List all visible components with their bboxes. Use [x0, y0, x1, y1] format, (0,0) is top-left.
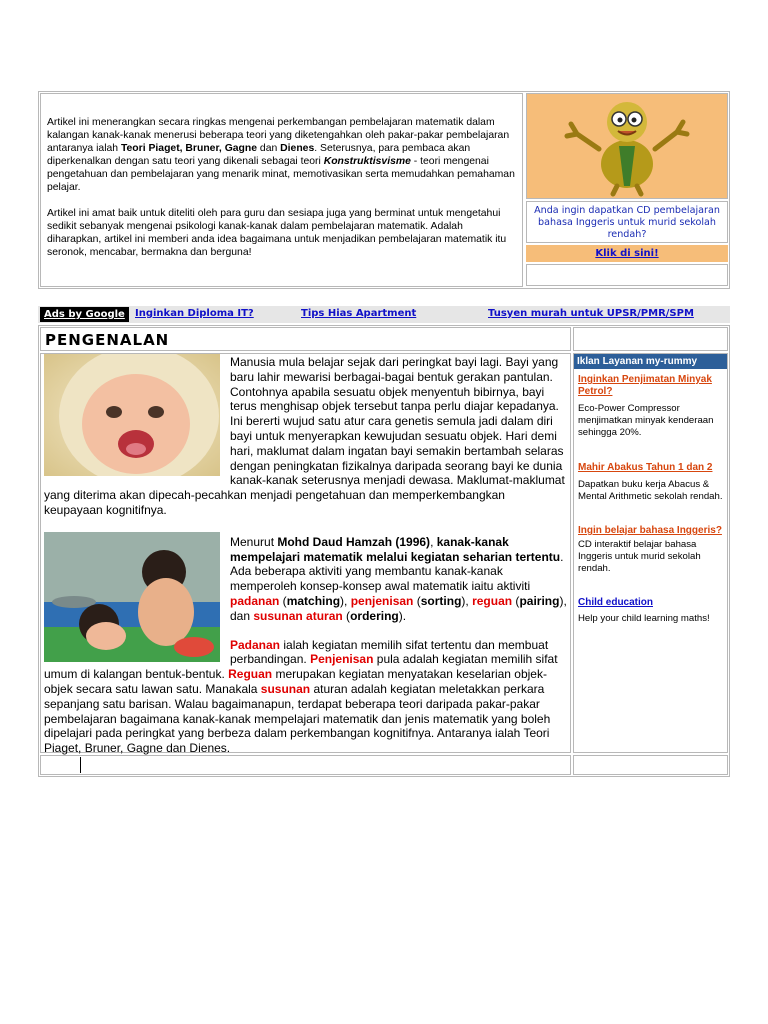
promo-empty-cell: [526, 264, 728, 286]
intro-p1-run: Artikel ini menerangkan secara ringkas mengenai perkembangan pembelajaran matematik dalam kalangan kanak-kanak menerusi beberapa teori yang diketengahkan oleh pakar-pakar pembelajaran antaranya ialah: [47, 117, 510, 154]
sidebar-ad-desc-petrol: Eco-Power Compressor menjimatkan minyak kenderaan sehingga 20%.: [578, 403, 714, 438]
ads-bar: [38, 306, 730, 323]
sidebar-ad-desc-abakus: Dapatkan buku kerja Abacus & Mental Arithmetic sekolah rendah.: [578, 479, 723, 502]
para2-run: (: [413, 593, 421, 608]
para3-run: aturan adalah kegiatan meletakkan perkara sepanjang satu barisan. Walau bagaimanapun, terdapat beberapa teori daripada pakar-pakar pembelajaran bagaimana kanak-kanak mempelajari matematik dan jenis matematik yang boleh dipelajari pada peringkat yang berbeza dalam perkembangan kognitifnya. Antaranya ialah Teori Piaget, Bruner, Gagne dan Dienes.: [44, 681, 551, 756]
para2-run: pairing: [519, 593, 560, 608]
promo-link[interactable]: Klik di sini!: [526, 245, 728, 262]
para2-run: susunan aturan: [253, 608, 343, 623]
para3-run: ialah kegiatan memilih sifat tertentu dan membuat perbandingan.: [230, 637, 549, 667]
paragraph-intro-baby: Manusia mula belajar sejak dari peringkat bayi lagi. Bayi yang baru lahir mewarisi berbagai-bagai bentuk gerakan pantulan. Contohnya apabila sesuatu objek menyentuh bibirnya, bayi terus menghisap objek tersebut tanpa perlu diajar kepadanya. Ini bererti wujud satu atur cara genetis semula jadi dalam diri bayi untuk menyerapkan kewujudan sesuatu objek. Hari demi hari, maklumat dalam ingatan bayi semakin bertambah selaras dengan peningkatan fizikalnya daripada seorang bayi ke dunia kanak-kanak seterusnya menjadi dewasa. Maklumat-maklumat yang diterima akan dipecah-pecahkan menjadi pengetahuan dan memperkembangkan keupayaan kognitifnya.: [44, 355, 565, 517]
sidebar-ad-link-abakus[interactable]: Mahir Abakus Tahun 1 dan 2: [578, 462, 713, 473]
sidebar-ad-link-petrol[interactable]: Inginkan Penjimatan Minyak Petrol?: [578, 374, 712, 397]
para2-run: ordering: [350, 608, 399, 623]
cartoon-mascot-icon: [527, 94, 727, 198]
para2-run: (: [342, 608, 351, 623]
children-photo: [44, 532, 220, 662]
intro-p1-run: Teori Piaget, Bruner, Gagne: [120, 143, 258, 154]
intro-p1-run: Dienes: [280, 143, 315, 154]
para2-run: matching: [286, 593, 341, 608]
sidebar-ad-link-child-education[interactable]: Child education: [578, 597, 653, 608]
para2-run: ).: [398, 608, 407, 623]
sidebar-ad-link-inggeris[interactable]: Ingin belajar bahasa Inggeris?: [578, 525, 722, 536]
intro-p1-run: . Seterusnya, para pembaca akan diperkenalkan dengan satu teori yang dikenali sebagai teori: [47, 143, 471, 167]
para3-run: susunan: [260, 681, 311, 696]
para2-run: ,: [430, 534, 437, 549]
para2-run: sorting: [420, 593, 462, 608]
ads-by-google-label[interactable]: Ads by Google: [40, 307, 129, 322]
para2-run: kanak-kanak mempelajari matematik melalui kegiatan seharian tertentu: [230, 534, 561, 564]
intro-p1-run: - teori mengenai pengetahuan dan pembelajaran yang menarik minat, memotivasikan serta memudahkan pemahaman pelajar.: [47, 156, 515, 193]
para2-run: ), dan: [230, 593, 567, 623]
para2-run: reguan: [472, 593, 513, 608]
para2-run: . Ada beberapa aktiviti yang membantu kanak-kanak memperoleh konsep-konsep awal matematik iaitu aktiviti: [230, 549, 564, 594]
para2-run: Mohd Daud Hamzah (1996): [277, 534, 431, 549]
para2-run: penjenisan: [350, 593, 414, 608]
intro-p1-run: dan: [257, 143, 281, 154]
para3-run: merupakan kegiatan menyatakan keselarian objek-objek secara satu lawan satu. Manakala: [44, 667, 547, 696]
sidebar-title[interactable]: Iklan Layanan my-rummy: [574, 354, 728, 369]
promo-text: Anda ingin dapatkan CD pembelajaran bahasa Inggeris untuk murid sekolah rendah?: [526, 201, 728, 243]
sidebar-header-cell: [573, 327, 728, 351]
ad-link-tusyen[interactable]: Tusyen murah untuk UPSR/PMR/SPM: [488, 308, 694, 319]
text-cursor: [80, 757, 81, 773]
section-heading: PENGENALAN: [40, 327, 571, 351]
para2-run: (: [512, 593, 520, 608]
para3-run: Penjenisan: [310, 652, 374, 667]
baby-photo: [44, 354, 220, 476]
para3-run: Reguan: [228, 667, 273, 682]
para2-run: Menurut: [230, 534, 278, 549]
para2-run: ),: [461, 593, 473, 608]
content-cell: [40, 353, 571, 756]
ad-link-diploma[interactable]: Inginkan Diploma IT?: [135, 308, 254, 319]
para2-run: (: [279, 593, 287, 608]
sidebar-ad-desc-child-education: Help your child learning maths!: [578, 613, 710, 624]
intro-p1-run: Konstruktisvisme: [323, 156, 411, 167]
bottom-empty-cell-left: [40, 755, 571, 775]
sidebar-ad-desc-inggeris: CD interaktif belajar bahasa Inggeris untuk murid sekolah rendah.: [578, 539, 701, 574]
para2-run: padanan: [230, 593, 280, 608]
para3-run: Padanan: [230, 637, 281, 652]
sidebar-ads: [573, 353, 728, 753]
intro-paragraph-1: [47, 116, 516, 194]
intro-panel: [40, 93, 523, 287]
para2-run: ),: [340, 593, 351, 608]
intro-paragraph-2: Artikel ini amat baik untuk diteliti oleh para guru dan sesiapa juga yang berminat untuk mengetahui sedikit sebanyak mengenai psikologi kanak-kanak dalam pembelajaran matematik. Adalah diharapkan, artikel ini memberi anda idea bagaimana untuk menjadikan pembelajaran matematik itu seronok, mencabar, bermakna dan berguna!: [47, 208, 507, 258]
ad-link-hias-apartment[interactable]: Tips Hias Apartment: [301, 308, 417, 319]
para3-run: pula adalah kegiatan memilih sifat umum di kalangan bentuk-bentuk.: [44, 652, 558, 682]
bottom-empty-cell-right: [573, 755, 728, 775]
promo-image[interactable]: [526, 93, 728, 199]
